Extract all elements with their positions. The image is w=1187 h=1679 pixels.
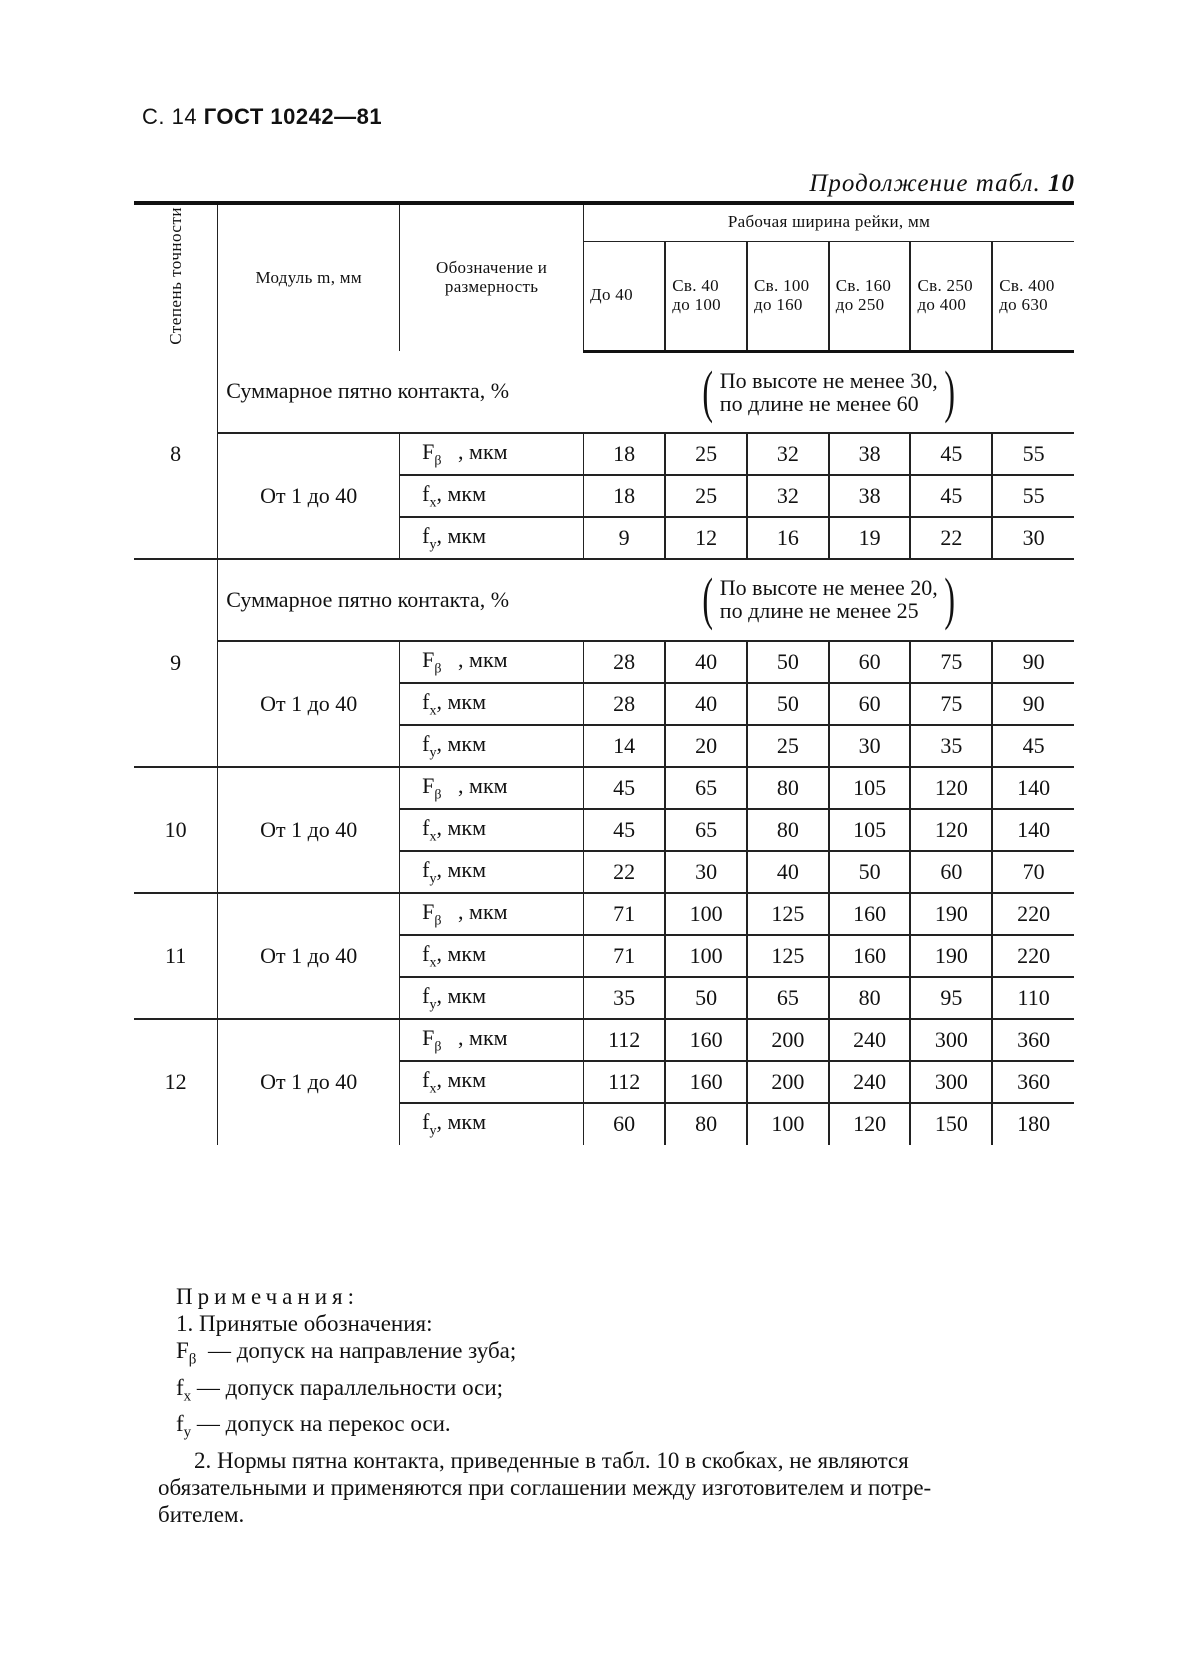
contact-line1: По высоте не менее 30, bbox=[719, 367, 938, 393]
designation-cell: $F_\beta$ , мкм bbox=[400, 893, 584, 935]
contact-row bbox=[134, 559, 1074, 641]
value-cell: 50 bbox=[829, 851, 911, 893]
header-width-col-line2: до 100 bbox=[672, 294, 721, 314]
value-cell: 125 bbox=[747, 893, 829, 935]
grade-cell: 8 bbox=[134, 351, 218, 559]
value-cell: 25 bbox=[747, 725, 829, 767]
value-cell: 45 bbox=[910, 475, 992, 517]
value-cell: 240 bbox=[829, 1061, 911, 1103]
value-cell: 60 bbox=[584, 1103, 666, 1145]
value-cell: 38 bbox=[829, 433, 911, 475]
contact-row bbox=[134, 351, 1074, 433]
designation-cell: $f_y$, мкм bbox=[400, 517, 584, 559]
value-cell: 25 bbox=[665, 433, 747, 475]
tolerance-table bbox=[134, 201, 1074, 1145]
value-cell: 105 bbox=[829, 809, 911, 851]
table-caption-number: 10 bbox=[1048, 170, 1075, 197]
value-cell: 75 bbox=[910, 683, 992, 725]
value-cell: 55 bbox=[992, 475, 1074, 517]
header-width-col-line1: Св. 40 bbox=[672, 275, 719, 295]
value-cell: 190 bbox=[910, 935, 992, 977]
notes-title: Примечания: bbox=[176, 1284, 359, 1309]
contact-line1: По высоте не менее 20, bbox=[719, 575, 938, 601]
value-cell: 120 bbox=[910, 809, 992, 851]
value-cell: 360 bbox=[992, 1019, 1074, 1061]
header-width-col bbox=[747, 241, 829, 351]
value-cell: 100 bbox=[665, 935, 747, 977]
value-cell: 50 bbox=[747, 641, 829, 683]
header-width-col-line1: Св. 160 bbox=[835, 275, 892, 295]
designation-cell: $f_y$, мкм bbox=[400, 851, 584, 893]
value-cell: 105 bbox=[829, 767, 911, 809]
value-cell: 160 bbox=[665, 1019, 747, 1061]
value-cell: 80 bbox=[747, 809, 829, 851]
value-cell: 22 bbox=[910, 517, 992, 559]
value-cell: 200 bbox=[747, 1019, 829, 1061]
contact-value bbox=[584, 351, 1074, 433]
value-cell: 22 bbox=[584, 851, 666, 893]
table-row bbox=[134, 893, 1074, 935]
grade-cell: 11 bbox=[134, 893, 218, 1019]
value-cell: 110 bbox=[992, 977, 1074, 1019]
notes-def-fx: $f_x$ — допуск параллельности оси; bbox=[176, 1374, 504, 1405]
notes-item-2-line-1: 2. Нормы пятна контакта, приведенные в табл. 10 в скобках, не являются bbox=[194, 1447, 909, 1473]
value-cell: 12 bbox=[665, 517, 747, 559]
table-row bbox=[134, 433, 1074, 475]
value-cell: 112 bbox=[584, 1061, 666, 1103]
value-cell: 75 bbox=[910, 641, 992, 683]
value-cell: 71 bbox=[584, 935, 666, 977]
value-cell: 180 bbox=[1017, 1111, 1051, 1137]
page-number: С. 14 bbox=[142, 104, 198, 129]
value-cell: 220 bbox=[992, 893, 1074, 935]
notes-item-1: 1. Принятые обозначения: bbox=[176, 1311, 433, 1336]
designation-cell: $f_x$, мкм bbox=[400, 809, 584, 851]
header-module: Модуль m, мм bbox=[218, 203, 400, 351]
value-cell: 160 bbox=[829, 893, 911, 935]
value-cell: 30 bbox=[992, 517, 1074, 559]
value-cell: 40 bbox=[665, 683, 747, 725]
designation-cell: $f_y$, мкм bbox=[400, 977, 584, 1019]
value-cell: 112 bbox=[584, 1019, 666, 1061]
value-cell: 190 bbox=[910, 893, 992, 935]
header-width-col bbox=[584, 241, 666, 351]
value-cell: 14 bbox=[584, 725, 666, 767]
value-cell: 80 bbox=[665, 1103, 747, 1145]
header-width-col bbox=[665, 241, 747, 351]
header-width-col-line2: до 400 bbox=[917, 294, 967, 314]
value-cell: 50 bbox=[665, 977, 747, 1019]
value-cell: 9 bbox=[584, 517, 666, 559]
value-cell: 30 bbox=[829, 725, 911, 767]
value-cell: 19 bbox=[829, 517, 911, 559]
value-cell: 300 bbox=[910, 1019, 992, 1061]
notes bbox=[158, 1283, 1071, 1528]
value-cell: 65 bbox=[665, 809, 747, 851]
value-cell: 240 bbox=[829, 1019, 911, 1061]
value-cell: 32 bbox=[747, 433, 829, 475]
value-cell: 120 bbox=[829, 1103, 911, 1145]
value-cell: 45 bbox=[584, 809, 666, 851]
value-cell: 95 bbox=[910, 977, 992, 1019]
module-cell: От 1 до 40 bbox=[218, 641, 400, 767]
contact-label: Суммарное пятно контакта, % bbox=[218, 351, 584, 433]
header-grade: Степень точности bbox=[134, 203, 218, 351]
header-width-group: Рабочая ширина рейки, мм bbox=[584, 203, 1074, 241]
value-cell: 20 bbox=[665, 725, 747, 767]
value-cell: 45 bbox=[584, 767, 666, 809]
module-cell: От 1 до 40 bbox=[218, 893, 400, 1019]
value-cell: 60 bbox=[910, 851, 992, 893]
value-cell: 90 bbox=[992, 683, 1074, 725]
module-cell: От 1 до 40 bbox=[218, 1019, 400, 1145]
value-cell: 40 bbox=[747, 851, 829, 893]
grade-cell: 9 bbox=[134, 559, 218, 767]
table-row bbox=[134, 641, 1074, 683]
value-cell: 160 bbox=[829, 935, 911, 977]
table-caption-text: Продолжение табл. bbox=[809, 170, 1041, 197]
value-cell: 100 bbox=[747, 1103, 829, 1145]
value-cell: 150 bbox=[910, 1103, 992, 1145]
value-cell: 45 bbox=[910, 433, 992, 475]
header-designation: Обозначение и размерность bbox=[400, 203, 584, 351]
header-width-col-line2: до 250 bbox=[835, 294, 885, 314]
header-width-col bbox=[910, 241, 992, 351]
value-cell: 50 bbox=[747, 683, 829, 725]
value-cell: 40 bbox=[665, 641, 747, 683]
standard-code: ГОСТ 10242—81 bbox=[203, 104, 383, 129]
table-row bbox=[134, 1019, 1074, 1061]
header-width-col-line1: Св. 250 bbox=[917, 275, 973, 295]
contact-line2: по длине не менее 25 bbox=[719, 598, 919, 624]
contact-label: Суммарное пятно контакта, % bbox=[218, 559, 584, 641]
value-cell: 120 bbox=[910, 767, 992, 809]
table-row bbox=[134, 767, 1074, 809]
notes-def-fbeta: $F_\beta$ — допуск на направление зуба; bbox=[176, 1338, 517, 1368]
value-cell: 60 bbox=[829, 683, 911, 725]
value-cell: 18 bbox=[584, 433, 666, 475]
designation-cell: $f_x$, мкм bbox=[400, 1061, 584, 1103]
value-cell: 71 bbox=[584, 893, 666, 935]
value-cell: 140 bbox=[992, 767, 1074, 809]
designation-cell: $f_x$, мкм bbox=[400, 935, 584, 977]
contact-line2: по длине не менее 60 bbox=[719, 390, 919, 416]
designation-cell: $f_y$, мкм bbox=[400, 725, 584, 767]
designation-cell: $f_x$, мкм bbox=[400, 683, 584, 725]
value-cell: 70 bbox=[992, 851, 1074, 893]
value-cell: 18 bbox=[584, 475, 666, 517]
grade-cell: 12 bbox=[134, 1019, 218, 1145]
header-width-col-line1: Св. 100 bbox=[754, 275, 810, 295]
value-cell: 55 bbox=[992, 433, 1074, 475]
value-cell: 35 bbox=[910, 725, 992, 767]
contact-bracket bbox=[706, 576, 952, 622]
notes-def-fy: $f_y$ — допуск на перекос оси. bbox=[176, 1411, 451, 1441]
value-cell: 100 bbox=[665, 893, 747, 935]
value-cell: 90 bbox=[992, 641, 1074, 683]
designation-cell: $f_y$, мкм bbox=[400, 1103, 584, 1145]
value-cell: 140 bbox=[992, 809, 1074, 851]
contact-bracket bbox=[706, 369, 952, 415]
notes-item-2-line-2: обязательными и применяются при соглашении между изготовителем и потре- bbox=[158, 1474, 932, 1500]
value-cell: 16 bbox=[747, 517, 829, 559]
page-header bbox=[142, 104, 382, 130]
grade-cell: 10 bbox=[134, 767, 218, 893]
value-cell: 28 bbox=[584, 641, 666, 683]
module-cell: От 1 до 40 bbox=[218, 767, 400, 893]
header-width-col bbox=[829, 241, 911, 351]
value-cell: 30 bbox=[665, 851, 747, 893]
value-cell: 160 bbox=[665, 1061, 747, 1103]
header-width-col-line1: До 40 bbox=[590, 285, 633, 305]
value-cell: 65 bbox=[747, 977, 829, 1019]
value-cell: 200 bbox=[747, 1061, 829, 1103]
value-cell: 45 bbox=[992, 725, 1074, 767]
value-cell: 35 bbox=[584, 977, 666, 1019]
value-cell: 28 bbox=[584, 683, 666, 725]
value-cell: 80 bbox=[829, 977, 911, 1019]
designation-cell: $f_x$, мкм bbox=[400, 475, 584, 517]
value-cell: 125 bbox=[747, 935, 829, 977]
designation-cell: $F_\beta$ , мкм bbox=[400, 641, 584, 683]
value-cell: 32 bbox=[747, 475, 829, 517]
value-cell: 360 bbox=[992, 1061, 1074, 1103]
value-cell: 65 bbox=[665, 767, 747, 809]
designation-cell: $F_\beta$ , мкм bbox=[400, 433, 584, 475]
value-cell: 300 bbox=[910, 1061, 992, 1103]
value-cell: 60 bbox=[829, 641, 911, 683]
contact-value bbox=[584, 559, 1074, 641]
header-width-col-line1: Св. 400 bbox=[999, 275, 1055, 295]
module-cell: От 1 до 40 bbox=[218, 433, 400, 559]
table-caption bbox=[790, 170, 1075, 198]
designation-cell: $F_\beta$ , мкм bbox=[400, 1019, 584, 1061]
value-cell: 38 bbox=[829, 475, 911, 517]
header-width-col-line2: до 160 bbox=[754, 294, 803, 314]
header-width-col-line2: до 630 bbox=[999, 294, 1048, 314]
header-width-col bbox=[992, 241, 1074, 351]
value-cell: 25 bbox=[665, 475, 747, 517]
notes-item-2-line-3: бителем. bbox=[158, 1501, 245, 1527]
value-cell: 220 bbox=[992, 935, 1074, 977]
value-cell: 80 bbox=[747, 767, 829, 809]
designation-cell: $F_\beta$ , мкм bbox=[400, 767, 584, 809]
